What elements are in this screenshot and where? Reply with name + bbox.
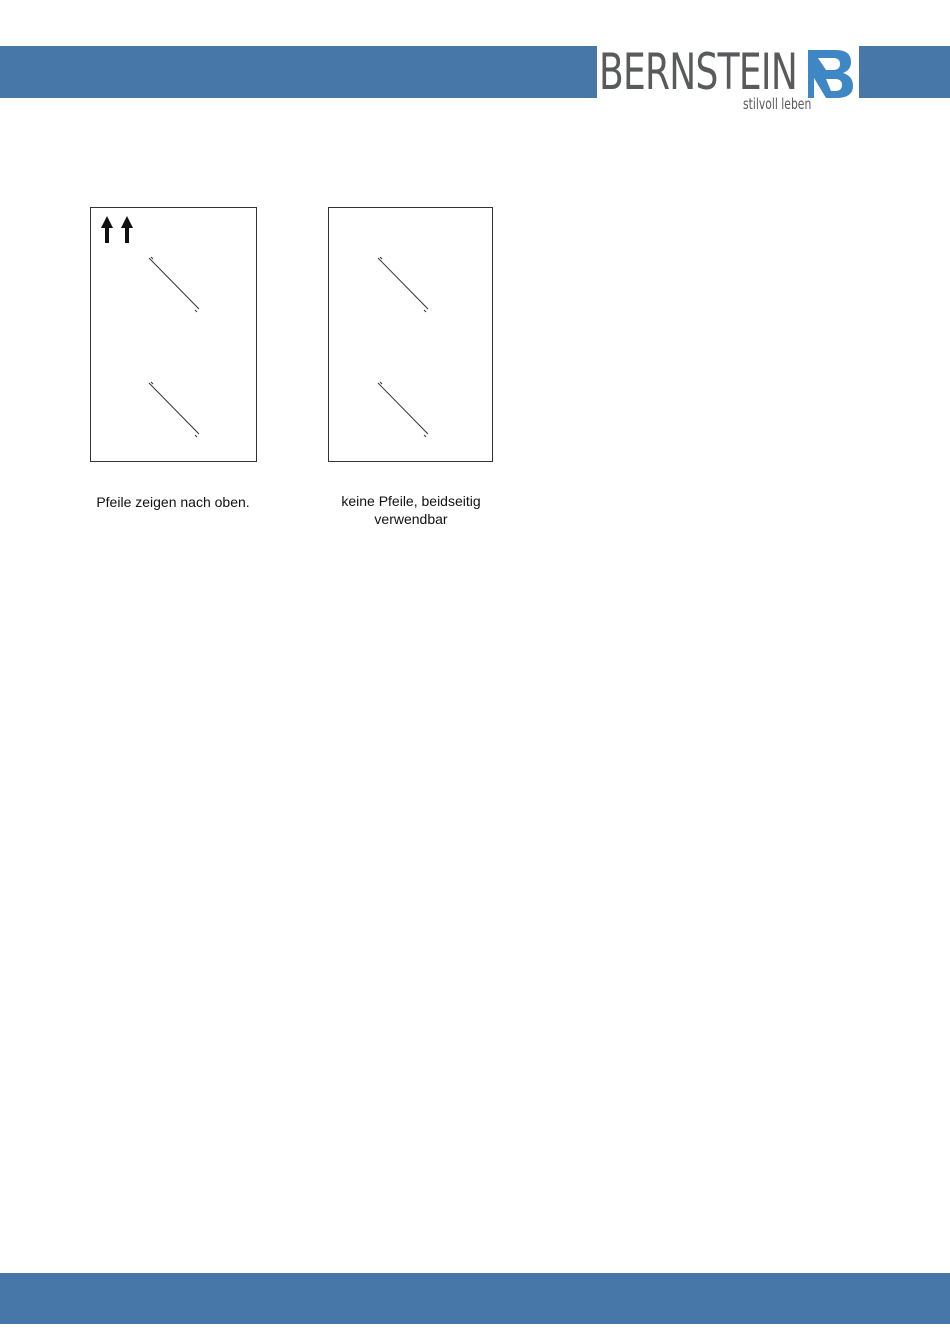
panel-without-arrows — [328, 207, 493, 462]
brand-logo — [597, 44, 859, 114]
brand-tagline: stilvoll leben — [743, 95, 812, 113]
arrow-up-icon — [121, 216, 133, 243]
panel-with-arrows — [90, 207, 257, 462]
diagonal-marking-bottom — [149, 382, 199, 437]
arrow-up-icon — [101, 216, 113, 243]
caption-arrows-up — [72, 493, 274, 511]
diagonal-marking-top — [378, 257, 428, 312]
diagonal-marking-bottom — [378, 382, 428, 437]
diagonal-marking-top — [149, 257, 199, 312]
caption-no-arrows — [310, 492, 512, 528]
footer-bar — [0, 1273, 950, 1324]
caption-line: keine Pfeile, beidseitig — [341, 493, 481, 509]
brand-name: BERNSTEIN — [599, 43, 798, 101]
caption-line: Pfeile zeigen nach oben. — [96, 494, 250, 510]
b-monogram-icon — [806, 48, 854, 98]
caption-line: verwendbar — [374, 511, 448, 527]
